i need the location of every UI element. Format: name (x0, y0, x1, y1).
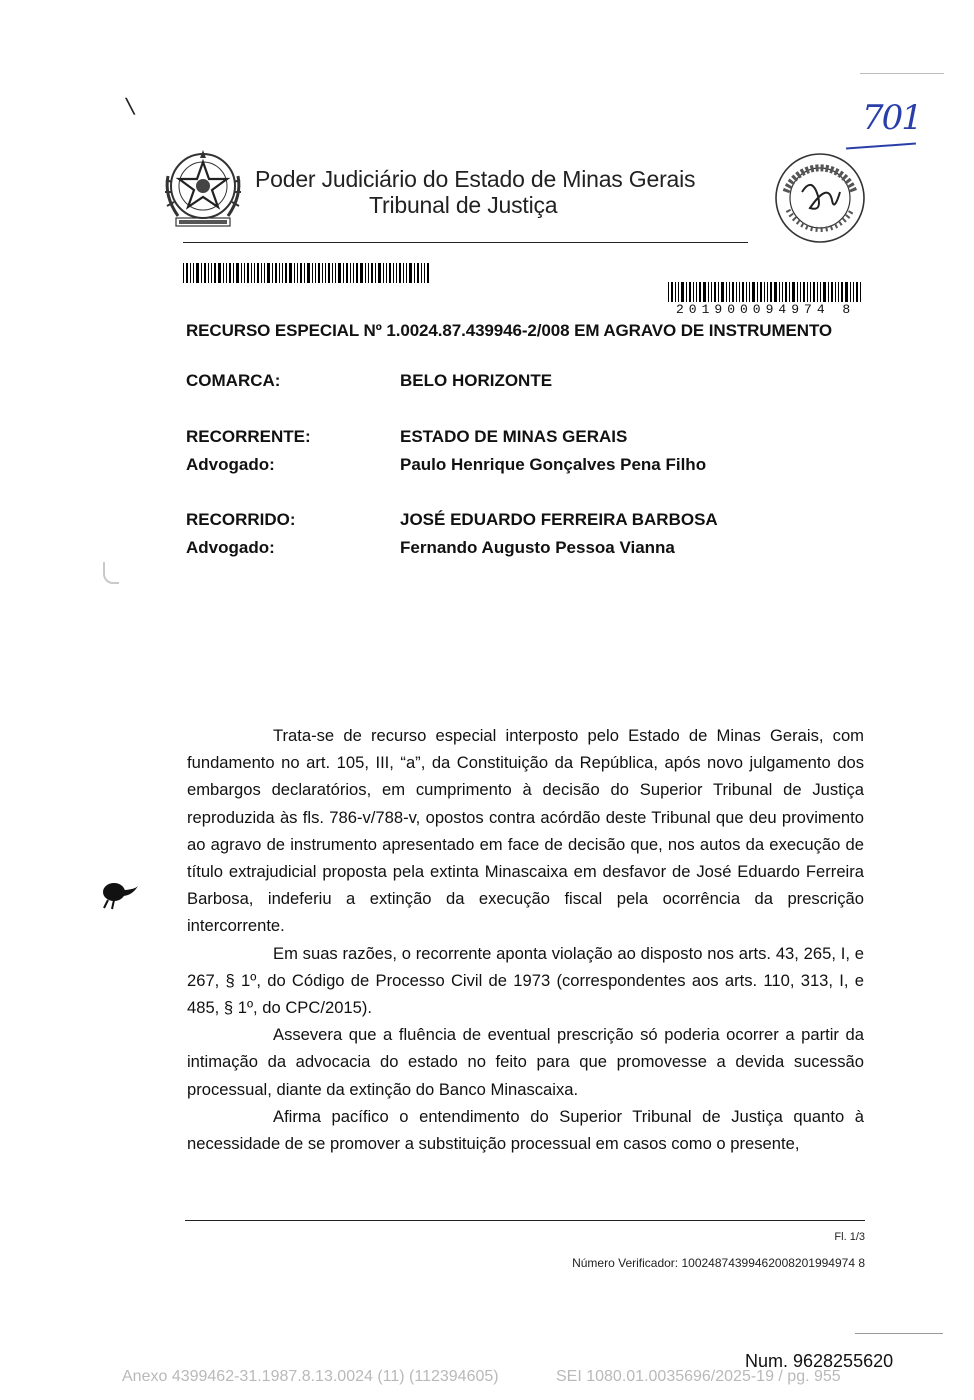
barcode-bar (785, 282, 787, 302)
barcode-bar (678, 282, 679, 302)
page-indicator: Fl. 1/3 (834, 1231, 865, 1243)
barcode-bar (671, 282, 673, 302)
barcode-bar (315, 263, 316, 283)
barcode-bar (332, 263, 333, 283)
barcode-bar (247, 263, 249, 283)
barcode-bar (736, 282, 737, 302)
barcode-bar (789, 282, 790, 302)
barcode-bar (396, 263, 397, 283)
barcode-bar (810, 282, 811, 302)
barcode-bar (389, 263, 391, 283)
barcode-bar (285, 263, 287, 283)
barcode-bar (356, 263, 358, 283)
paragraph: Trata-se de recurso especial interposto pelo Estado de Minas Gerais, com fundamento no art. 105, III, “a”, da Constituição da República, após novo julgamento dos embargos declaratórios, em cumprimento à decisão do Superior Tribunal de Justiça reproduzida às fls. 786-v/788-v, opostos contra acórdão deste Tribunal que deu provimento ao agravo de instrumento apresentado em face de decisão que, nos autos da execução de título extrajudicial proposta pela extinta Minascaixa em desfavor de José Eduardo Ferreira Barbosa, indeferiu a extinção da execução fiscal pela ocorrência da prescrição intercorrente. (187, 726, 864, 936)
anexo-reference: Anexo 4399462-31.1987.8.13.0024 (11) (112394605) (122, 1368, 499, 1385)
barcode-bar (767, 282, 768, 302)
document-barcode-right (668, 282, 863, 302)
scan-mark-icon: ╲ (126, 98, 135, 114)
barcode-bar (304, 263, 305, 283)
barcode-bar (760, 282, 762, 302)
barcode-bar (236, 263, 239, 283)
barcode-bar (856, 282, 858, 302)
barcode-bar (774, 282, 777, 302)
barcode-bar (681, 282, 684, 302)
barcode-bar (393, 263, 394, 283)
barcode-bar (375, 263, 376, 283)
barcode-bar (427, 263, 429, 283)
barcode-bar (214, 263, 216, 283)
barcode-bar (307, 263, 310, 283)
barcode-bar (365, 263, 366, 283)
barcode-bar (823, 282, 826, 302)
barcode-bar (714, 282, 716, 302)
barcode-bar (417, 263, 419, 283)
barcode-bar (353, 263, 354, 283)
barcode-bar (693, 282, 694, 302)
barcode-bar (841, 282, 843, 302)
barcode-bar (403, 263, 404, 283)
barcode-bar (346, 263, 348, 283)
barcode-bar (742, 282, 744, 302)
barcode-bar (721, 282, 724, 302)
verifier-number: Número Verificador: 10024874399462008201994974 8 (572, 1256, 865, 1270)
scan-edge-line (860, 73, 944, 74)
court-stamp-icon (772, 152, 868, 244)
barcode-bar (409, 263, 412, 283)
barcode-bar (386, 263, 387, 283)
barcode-bar (711, 282, 712, 302)
barcode-bar (183, 263, 184, 283)
barcode-bar (708, 282, 709, 302)
comarca-value: BELO HORIZONTE (400, 371, 553, 390)
barcode-bar (328, 263, 330, 283)
barcode-bar (752, 282, 755, 302)
barcode-bar (282, 263, 283, 283)
barcode-bar (383, 263, 384, 283)
barcode-bar (218, 263, 221, 283)
barcode-bar (226, 263, 227, 283)
barcode-bar (696, 282, 697, 302)
barcode-bar (211, 263, 212, 283)
barcode-bar (275, 263, 277, 283)
barcode-bar (264, 263, 265, 283)
decision-body (187, 722, 864, 1157)
barcode-bar (241, 263, 242, 283)
barcode-bar (792, 282, 795, 302)
recorrente-advogado-value: Paulo Henrique Gonçalves Pena Filho (400, 455, 707, 474)
barcode-bar (223, 263, 224, 283)
barcode-bar (201, 263, 202, 283)
header-divider (183, 242, 748, 243)
case-title: RECURSO ESPECIAL Nº 1.0024.87.439946-2/008 EM AGRAVO DE INSTRUMENTO (186, 321, 833, 340)
court-subname: Tribunal de Justiça (369, 192, 558, 218)
barcode-bar (668, 282, 669, 302)
barcode-bar (699, 282, 701, 302)
barcode-bar (229, 263, 231, 283)
barcode-bar (424, 263, 425, 283)
paragraph: Assevera que a fluência de eventual prescrição só poderia ocorrer a partir da intimação da advocacia do estado no feito para que promovesse a devida sucessão processual, diante da extinção do Banco Minascaixa. (187, 1025, 864, 1099)
barcode-bar (689, 282, 691, 302)
barcode-bar (414, 263, 415, 283)
barcode-bar (233, 263, 234, 283)
barcode-bar (399, 263, 401, 283)
barcode-bar (820, 282, 821, 302)
court-name: Poder Judiciário do Estado de Minas Gerais (255, 166, 696, 192)
barcode-bar (338, 263, 341, 283)
barcode-bar (770, 282, 772, 302)
barcode-bar (257, 263, 259, 283)
barcode-bar (318, 263, 320, 283)
barcode-bar (343, 263, 344, 283)
barcode-bar (368, 263, 369, 283)
barcode-bar (845, 282, 848, 302)
barcode-bar (729, 282, 730, 302)
barcode-bar (208, 263, 209, 283)
barcode-bar (350, 263, 351, 283)
barcode-bar (371, 263, 373, 283)
barcode-bar (294, 263, 295, 283)
recorrente-value: ESTADO DE MINAS GERAIS (400, 427, 628, 446)
barcode-bar (297, 263, 298, 283)
barcode-bar (378, 263, 381, 283)
barcode-bar (186, 263, 188, 283)
barcode-bar (312, 263, 313, 283)
barcode-bar (244, 263, 245, 283)
recorrido-label: RECORRIDO: (186, 510, 296, 529)
barcode-bar (860, 282, 861, 302)
barcode-number: 201900094974 8 (676, 302, 856, 317)
barcode-bar (204, 263, 206, 283)
barcode-bar (267, 263, 270, 283)
barcode-bar (360, 263, 363, 283)
barcode-bar (800, 282, 801, 302)
barcode-bar (279, 263, 280, 283)
barcode-bar (335, 263, 336, 283)
handwritten-underline (846, 143, 916, 150)
barcode-bar (190, 263, 191, 283)
recorrido-advogado-value: Fernando Augusto Pessoa Vianna (400, 538, 675, 557)
barcode-bar (686, 282, 687, 302)
barcode-bar (251, 263, 252, 283)
barcode-bar (853, 282, 854, 302)
barcode-bar (272, 263, 273, 283)
paragraph: Em suas razões, o recorrente aponta violação ao disposto nos arts. 43, 265, I, e 267, § 1º, do Código de Processo Civil de 1973 (correspondentes aos arts. 110, 313, I, e 485, § 1º, do CPC/2015). (187, 943, 864, 1018)
barcode-bar (325, 263, 326, 283)
barcode-bar (782, 282, 783, 302)
barcode-bar (261, 263, 262, 283)
recorrente-label: RECORRENTE: (186, 427, 311, 446)
barcode-bar (675, 282, 676, 302)
comarca-label: COMARCA: (186, 371, 281, 390)
recorrido-advogado-label: Advogado: (186, 538, 275, 557)
barcode-bar (193, 263, 194, 283)
barcode-bar (289, 263, 292, 283)
barcode-bar (817, 282, 818, 302)
barcode-bar (732, 282, 734, 302)
barcode-bar (828, 282, 829, 302)
barcode-bar (779, 282, 780, 302)
barcode-bar (835, 282, 836, 302)
handwritten-page-number: 701 (862, 98, 921, 138)
barcode-bar (764, 282, 765, 302)
barcode-bar (838, 282, 839, 302)
barcode-bar (300, 263, 302, 283)
barcode-bar (813, 282, 815, 302)
barcode-bar (797, 282, 798, 302)
margin-mark-icon (103, 562, 119, 584)
barcode-bar (726, 282, 727, 302)
barcode-bar (850, 282, 851, 302)
barcode-bar (749, 282, 750, 302)
barcode-bar (757, 282, 758, 302)
barcode-bar (803, 282, 805, 302)
barcode-bar (703, 282, 706, 302)
barcode-bar (739, 282, 740, 302)
footer-divider (185, 1220, 865, 1221)
recorrido-value: JOSÉ EDUARDO FERREIRA BARBOSA (400, 510, 718, 529)
barcode-bar (406, 263, 407, 283)
bird-stamp-icon (100, 876, 140, 912)
sei-reference: SEI 1080.01.0035696/2025-19 / pg. 955 (556, 1368, 841, 1385)
scan-edge-line (855, 1333, 943, 1334)
coat-of-arms-icon (162, 146, 244, 234)
barcode-bar (746, 282, 747, 302)
document-num: Num. 9628255620 (745, 1351, 894, 1371)
barcode-bar (196, 263, 199, 283)
document-barcode-top (183, 263, 431, 283)
barcode-bar (718, 282, 719, 302)
barcode-bar (831, 282, 833, 302)
barcode-bar (807, 282, 808, 302)
recorrente-advogado-label: Advogado: (186, 455, 275, 474)
barcode-bar (421, 263, 422, 283)
paragraph: Afirma pacífico o entendimento do Superior Tribunal de Justiça quanto à necessidade de se promover a substituição processual em casos como o presente, (187, 1106, 864, 1154)
barcode-bar (322, 263, 323, 283)
barcode-bar (254, 263, 255, 283)
